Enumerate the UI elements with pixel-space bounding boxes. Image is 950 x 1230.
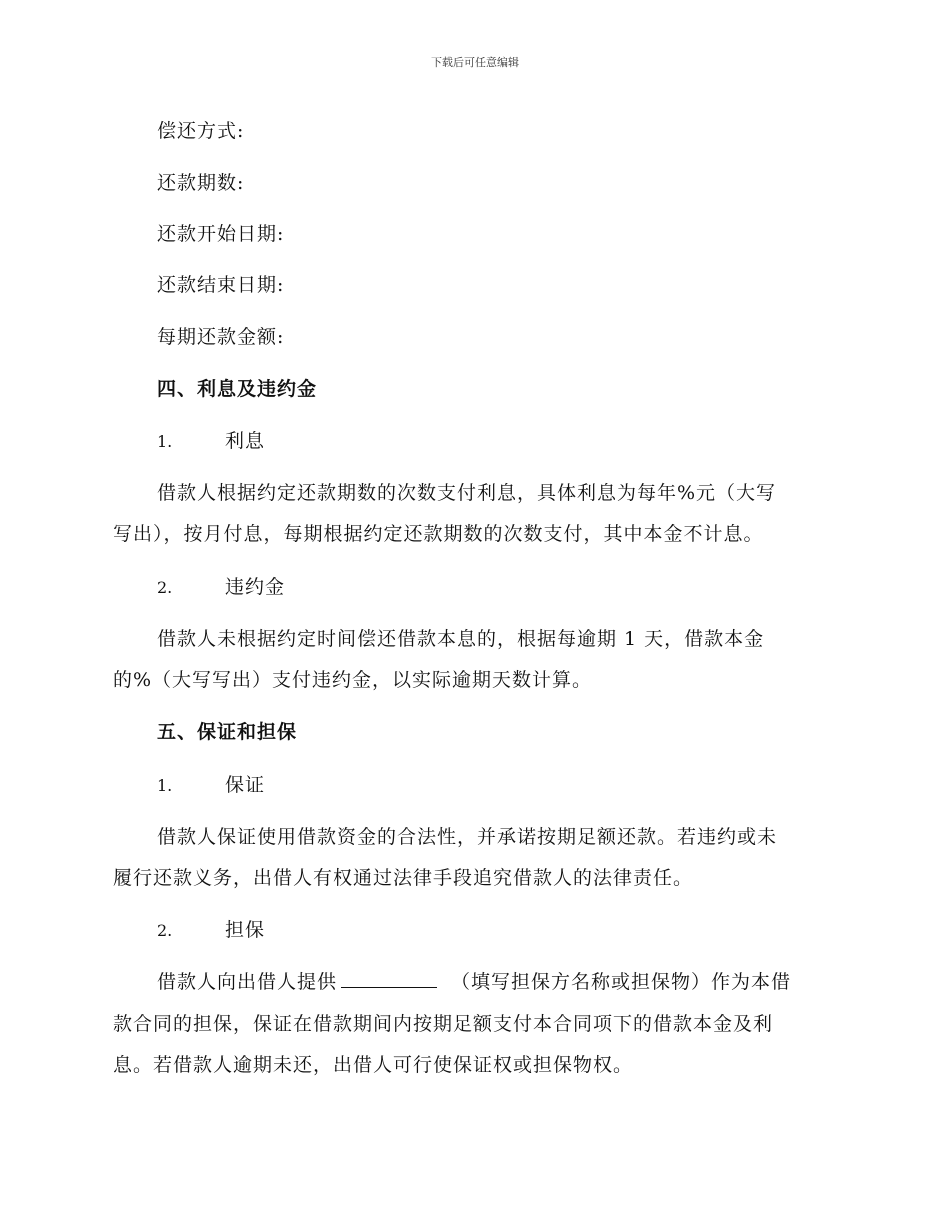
item-title: 违约金 — [225, 576, 286, 598]
paragraph-line — [157, 967, 791, 994]
paragraph-line: 写出），按月付息，每期根据约定还款期数的次数支付，其中本金不计息。 — [113, 523, 764, 545]
section-title: 五、保证和担保 — [157, 721, 298, 743]
repayment-amount-label: 每期还款金额: — [157, 326, 285, 348]
item-title: 担保 — [225, 919, 266, 941]
paragraph-line: 借款人未根据约定时间偿还借款本息的，根据每逾期 1 天，借款本金 — [157, 628, 765, 650]
item-title: 利息 — [225, 430, 266, 452]
repayment-end-date-label: 还款结束日期: — [157, 274, 285, 296]
item-heading — [157, 770, 265, 797]
paragraph-line: 履行还款义务，出借人有权通过法律手段追究借款人的法律责任。 — [113, 867, 694, 889]
paragraph-line: 借款人保证使用借款资金的合法性，并承诺按期足额还款。若违约或未 — [157, 826, 778, 848]
paragraph-line: 借款人根据约定还款期数的次数支付利息，具体利息为每年%元（大写 — [157, 482, 777, 504]
repayment-periods-label: 还款期数: — [157, 172, 245, 194]
paragraph-line: 息。若借款人逾期未还，出借人可行使保证权或担保物权。 — [113, 1054, 634, 1076]
paragraph-text: 借款人向出借人提供 — [157, 971, 338, 993]
item-heading — [157, 915, 265, 942]
paragraph-text: （填写担保方名称或担保物）作为本借 — [451, 971, 792, 993]
page-header: 下载后可任意编辑 — [431, 56, 519, 69]
item-number: 2. — [157, 921, 173, 940]
item-heading — [157, 426, 265, 453]
item-number: 2. — [157, 578, 173, 597]
repayment-start-date-label: 还款开始日期: — [157, 223, 285, 245]
section-title: 四、利息及违约金 — [157, 378, 318, 400]
item-heading — [157, 572, 285, 599]
fill-in-blank[interactable] — [341, 971, 437, 988]
item-number: 1. — [157, 776, 173, 795]
item-title: 保证 — [225, 774, 266, 796]
item-number: 1. — [157, 432, 173, 451]
paragraph-line: 款合同的担保，保证在借款期间内按期足额支付本合同项下的借款本金及利 — [113, 1013, 774, 1035]
repayment-method-label: 偿还方式: — [157, 120, 245, 142]
paragraph-line: 的%（大写写出）支付违约金，以实际逾期天数计算。 — [113, 669, 593, 691]
